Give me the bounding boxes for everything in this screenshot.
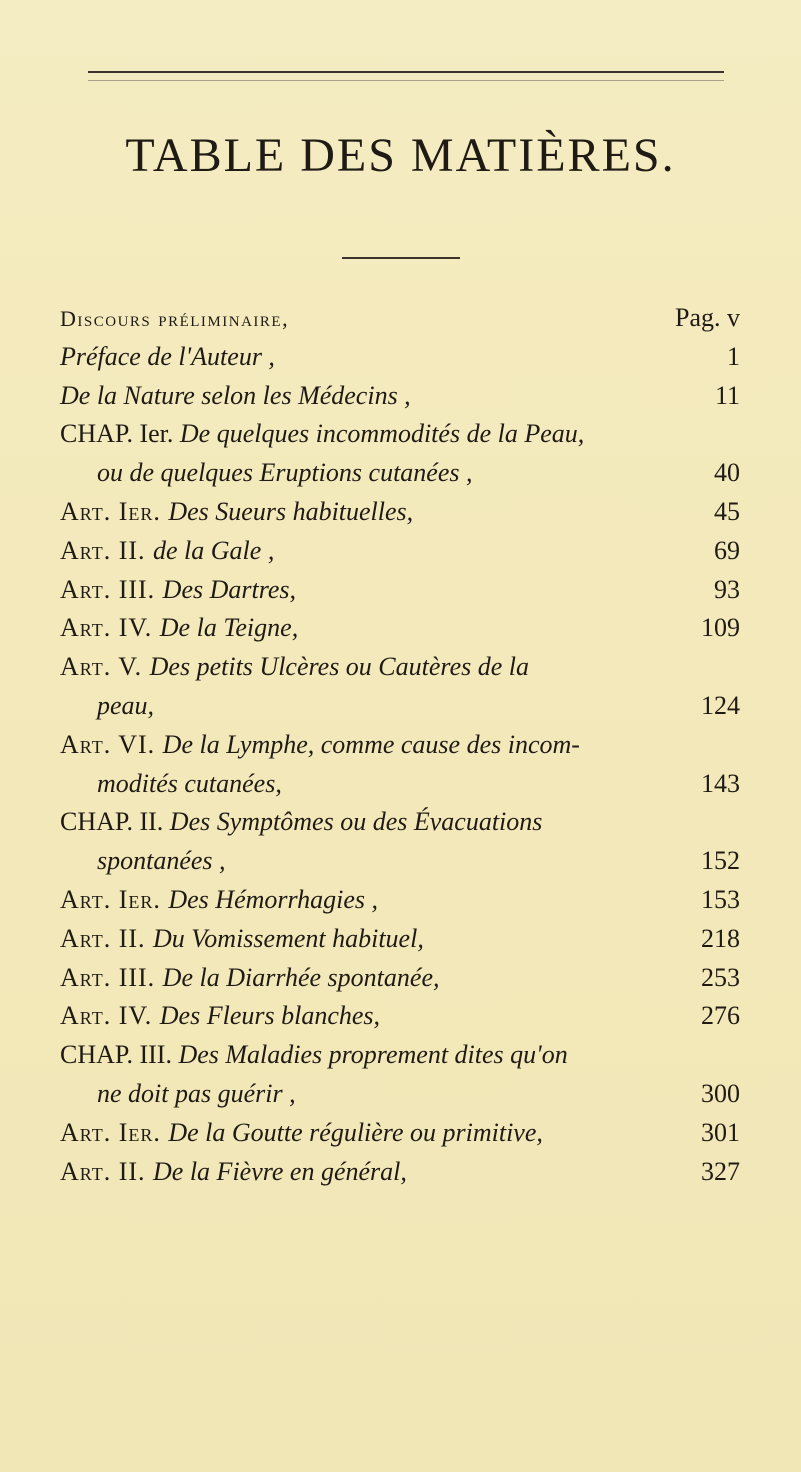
toc-entry-lead: CHAP. Ier. <box>60 419 180 449</box>
toc-entry-text: Des petits Ulcères ou Cautères de la <box>149 652 529 682</box>
toc-entry-text: peau, <box>97 690 155 720</box>
toc-entry-page: 109 <box>701 613 740 643</box>
toc-entry <box>60 1153 740 1192</box>
toc-entry-lead: CHAP. II. <box>60 807 170 837</box>
toc-entry <box>60 765 740 804</box>
toc-entry-text: De la Goutte régulière ou primitive, <box>168 1117 543 1147</box>
toc-entry <box>60 920 740 959</box>
toc-entry-page: 276 <box>701 1001 740 1031</box>
toc-entry-lead: Art. Ier. <box>60 1117 169 1147</box>
toc-entry-lead: Art. Ier. <box>60 884 169 914</box>
toc-entry-page: 69 <box>714 535 740 565</box>
toc-entry-text: De quelques incommodités de la Peau, <box>179 419 585 449</box>
toc-entry-page: 253 <box>701 962 740 992</box>
toc-entry <box>60 377 740 416</box>
toc-entry-lead: Art. III. <box>60 962 163 992</box>
toc-entry-text: Préface de l'Auteur , <box>60 341 275 371</box>
toc-entry-page: 143 <box>701 768 740 798</box>
toc-entry <box>60 726 740 765</box>
toc-entry-text: ou de quelques Eruptions cutanées , <box>97 458 473 488</box>
toc-entry-page: 11 <box>714 380 740 410</box>
toc-entry-text: ne doit pas guérir , <box>97 1078 296 1108</box>
toc-entry-lead: Art. IV. <box>60 613 160 643</box>
table-of-contents <box>60 299 740 1191</box>
toc-entry-page: 124 <box>701 690 740 720</box>
toc-entry-page: 218 <box>701 923 740 953</box>
toc-entry-text: De la Fièvre en général, <box>153 1156 407 1186</box>
toc-entry-page: 45 <box>714 496 740 526</box>
toc-entry-text: Des Fleurs blanches, <box>159 1001 381 1031</box>
toc-entry <box>60 648 740 687</box>
toc-entry-text: De la Nature selon les Médecins , <box>60 380 411 410</box>
toc-entry <box>60 571 740 610</box>
toc-entry-lead: CHAP. III. <box>60 1040 179 1070</box>
toc-entry-page: 93 <box>714 574 740 604</box>
toc-entry-text: Des Dartres, <box>162 574 297 604</box>
toc-entry <box>60 532 740 571</box>
toc-entry-text: spontanées , <box>97 846 226 876</box>
top-rule-thin <box>88 80 724 81</box>
toc-entry-page: 152 <box>701 846 740 876</box>
toc-entry <box>60 338 740 377</box>
toc-entry-lead: Art. Ier. <box>60 496 169 526</box>
toc-entry-text: Des Maladies proprement dites qu'on <box>178 1040 568 1070</box>
toc-entry-text: modités cutanées, <box>97 768 282 798</box>
toc-entry-page: 301 <box>701 1117 740 1147</box>
toc-entry-lead: Art. VI. <box>60 729 163 759</box>
toc-entry-page: 153 <box>701 884 740 914</box>
toc-entry <box>60 959 740 998</box>
toc-entry <box>60 609 740 648</box>
top-rule <box>88 71 724 73</box>
toc-entry-text: Des Symptômes ou des Évacuations <box>169 807 543 837</box>
toc-entry-page: 1 <box>727 341 740 371</box>
toc-entry-text: De la Teigne, <box>159 613 299 643</box>
toc-entry-lead: Art. II. <box>60 923 154 953</box>
toc-entry-lead: Art. V. <box>60 652 150 682</box>
toc-entry-text: De la Diarrhée spontanée, <box>162 962 440 992</box>
page-title: TABLE DES MATIÈRES. <box>125 129 676 182</box>
toc-entry-page: 300 <box>701 1078 740 1108</box>
title-divider <box>342 257 460 259</box>
toc-entry-lead: Art. II. <box>60 535 154 565</box>
toc-entry-lead: Art. III. <box>60 574 163 604</box>
toc-entry <box>60 299 740 338</box>
toc-entry <box>60 454 740 493</box>
toc-entry-text: De la Lymphe, comme cause des incom- <box>162 729 580 759</box>
toc-entry <box>60 687 740 726</box>
toc-entry <box>60 997 740 1036</box>
toc-entry-text: de la Gale , <box>153 535 275 565</box>
toc-entry <box>60 1036 740 1075</box>
toc-entry-lead: Art. II. <box>60 1156 154 1186</box>
toc-entry <box>60 493 740 532</box>
toc-entry-text: Des Sueurs habituelles, <box>168 496 414 526</box>
toc-entry <box>60 1114 740 1153</box>
toc-entry-text: Des Hémorrhagies , <box>168 884 379 914</box>
toc-entry <box>60 842 740 881</box>
toc-entry-page: 40 <box>714 458 740 488</box>
toc-entry <box>60 415 740 454</box>
toc-entry-lead: Art. IV. <box>60 1001 160 1031</box>
toc-entry <box>60 803 740 842</box>
toc-entry-text: Discours préliminaire, <box>60 306 290 331</box>
toc-entry-text: Du Vomissement habituel, <box>153 923 424 953</box>
toc-entry <box>60 1075 740 1114</box>
toc-entry-page: 327 <box>701 1156 740 1186</box>
toc-entry <box>60 881 740 920</box>
toc-entry-page: Pag. v <box>675 303 740 332</box>
